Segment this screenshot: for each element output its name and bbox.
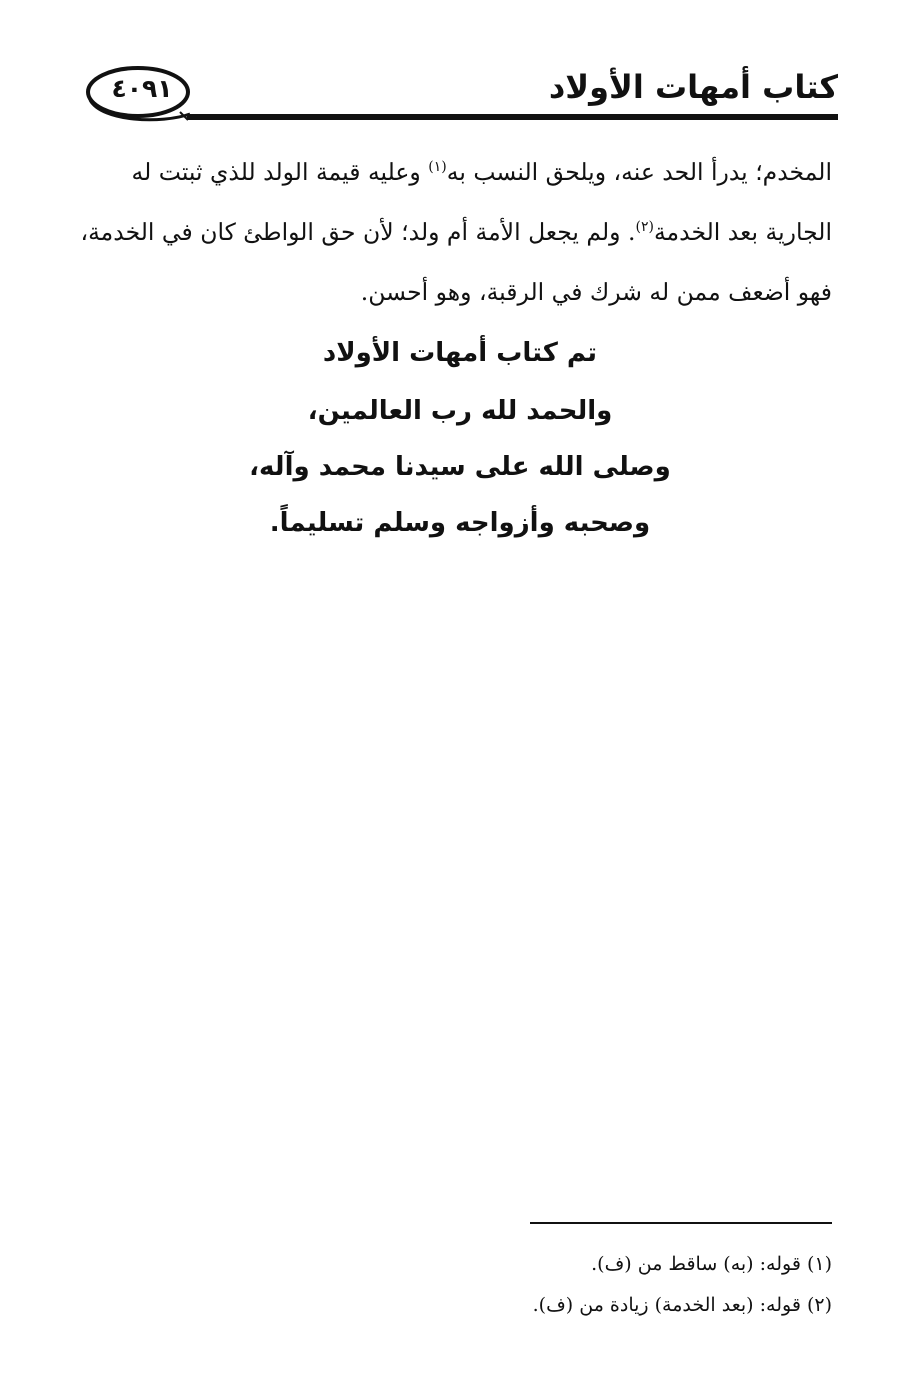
page-number: ٤٠٩١ — [111, 74, 173, 103]
body-line — [92, 158, 832, 186]
body-text-segment: . ولم يجعل الأمة أم ولد؛ لأن حق الواطئ كان في الخدمة، — [80, 218, 636, 246]
page-number-badge — [82, 62, 194, 120]
body-line: فهو أضعف ممن له شرك في الرقبة، وهو أحسن. — [360, 278, 832, 306]
page-header — [82, 58, 838, 128]
footnote-separator — [530, 1222, 832, 1224]
footnote-reference: (١) — [428, 159, 447, 176]
body-text-segment: وعليه قيمة الولد للذي ثبتت له — [131, 158, 429, 186]
closing-line: والحمد لله رب العالمين، — [307, 396, 613, 426]
footnote: (٢) قوله: (بعد الخدمة) زيادة من (ف). — [532, 1294, 832, 1316]
header-rule — [187, 114, 838, 120]
body-text-segment: الجارية بعد الخدمة — [653, 218, 832, 246]
closing-heading: تم كتاب أمهات الأولاد — [322, 338, 598, 368]
footnote: (١) قوله: (به) ساقط من (ف). — [591, 1253, 832, 1275]
body-text-segment: المخدم؛ يدرأ الحد عنه، ويلحق النسب به — [446, 158, 832, 186]
running-title: كتاب أمهات الأولاد — [548, 68, 838, 106]
closing-line: وصلى الله على سيدنا محمد وآله، — [249, 452, 671, 482]
closing-line: وصحبه وأزواجه وسلم تسليماً. — [269, 508, 651, 538]
body-line — [80, 218, 832, 246]
footnote-reference: (٢) — [635, 219, 654, 236]
